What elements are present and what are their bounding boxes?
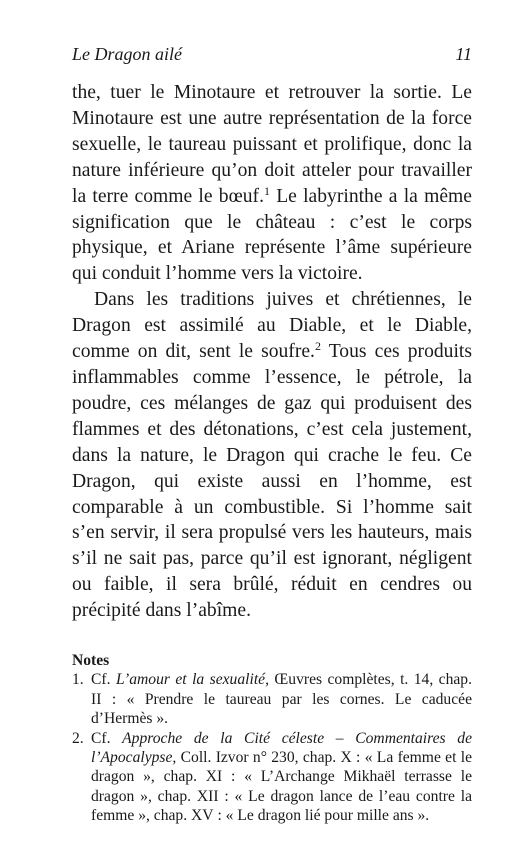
book-page [72,44,472,826]
running-title: Le Dragon ailé [72,44,182,64]
note-prefix: Cf. [91,729,123,747]
paragraph-2-text-b: Tous ces produits inflammables comme l’essence, le pétrole, la poudre, ces mélanges de gaz qui produisent des flammes et des détonations, c’est cela justement, dans la nature, le Dragon qui crache le feu. Ce Dragon, qui existe aussi en l’homme, est comparable à un combustible. Si l’homme sait s’en servir, il sera propulsé vers les hauteurs, mais s’il ne sait pas, parce qu’il est ignorant, négligent ou faible, il sera brûlé, réduit en cendres ou précipité dans l’abîme. [72,341,472,622]
paragraph-1 [72,80,472,287]
note-text [91,670,472,728]
notes-section [72,651,472,826]
notes-title: Notes [72,652,110,670]
note-work-title: L’amour et la sexualité, [115,671,269,689]
paragraph-1-text-a: the, tuer le Minotaure et retrouver la sortie. Le Minotaure est une autre représentation de la force sexuelle, le taureau puissant et prolifique, donc la nature inférieure qu’on doit atteler pour travailler la terre comme le bœuf. [72,82,472,207]
note-text [91,729,472,826]
note-number: 1. [72,671,84,689]
page-number: 11 [455,44,472,64]
note-rest: Œuvres complètes, t. 14, chap. II : « Prendre le taureau par les cornes. Le caducée d’Hermès ». [91,671,473,728]
footnote-ref-2: 2 [314,339,321,354]
paragraph-2-text-a: Dans les traditions juives et chrétiennes, le Dragon est assimilé au Diable, et le Diable, comme on dit, sent le soufre. [72,289,472,363]
running-header [72,44,472,76]
note-prefix: Cf. [91,671,116,689]
note-number: 2. [72,729,84,747]
note-item [72,670,472,728]
note-item [72,729,472,826]
note-rest: Coll. Izvor n° 230, chap. X : « La femme et le dragon », chap. XI : « L’Archange Mikhaël terrasse le dragon », chap. XII : « Le dragon lance de l’eau contre la femme », chap. XV : « Le dragon lié pour mille ans ». [91,749,472,825]
paragraph-2 [72,287,472,624]
body-text [72,80,472,624]
paragraph-1-text-b: Le labyrinthe a la même signification que le château : c’est le corps physique, et Ariane représente l’âme supérieure qui conduit l’homme vers la victoire. [72,185,472,285]
footnote-ref-1: 1 [263,183,270,198]
note-work-title: Approche de la Cité céleste – Commentaires de l’Apocalypse, [91,729,472,767]
